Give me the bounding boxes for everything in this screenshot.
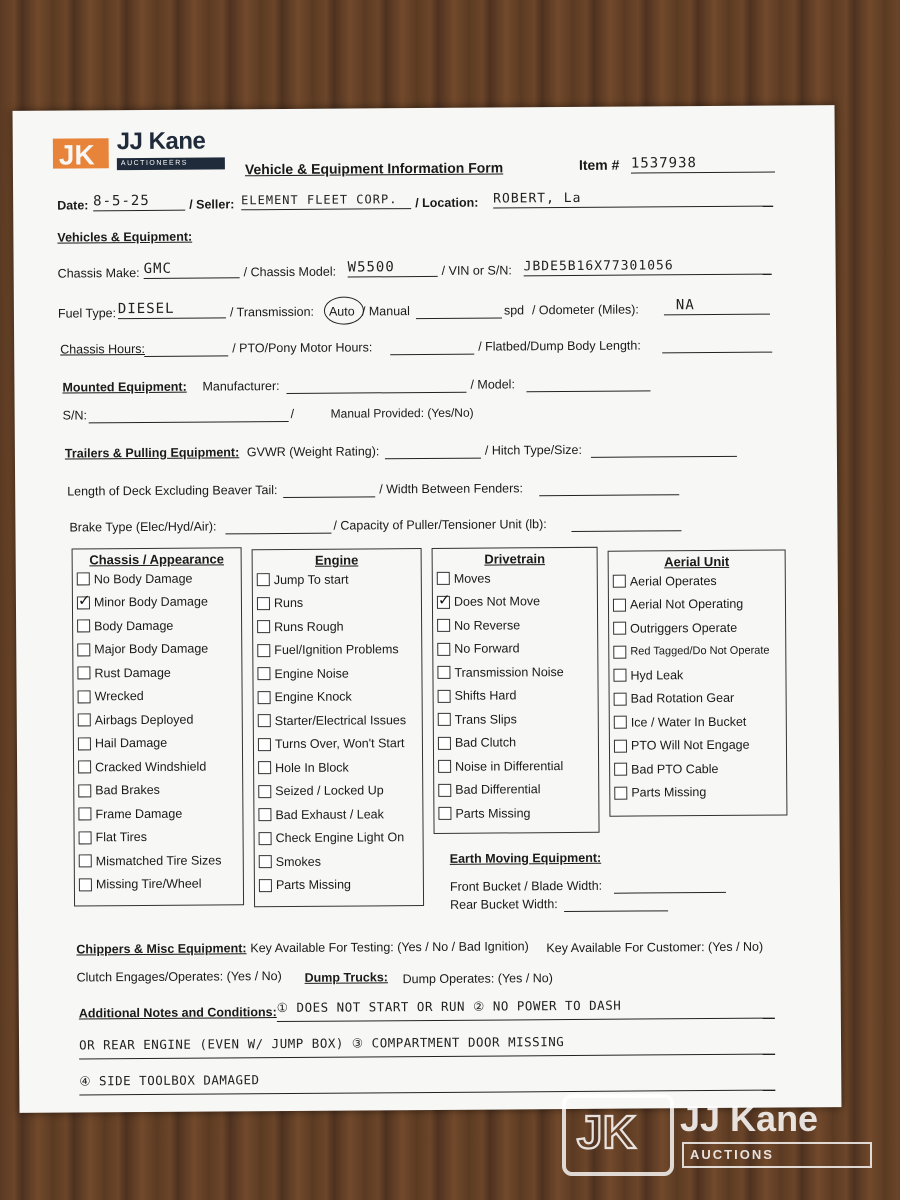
vin-value: JBDE5B16X77301056 — [523, 258, 674, 275]
checkbox-icon[interactable] — [78, 761, 91, 774]
drivetrain-item[interactable] — [434, 683, 598, 708]
brand-name: JJ Kane — [116, 127, 206, 156]
checkbox-icon[interactable] — [614, 763, 627, 776]
aerial-box — [608, 549, 788, 816]
drivetrain-item-label: No Forward — [454, 641, 520, 657]
manufacturer-label: Manufacturer: — [202, 379, 280, 394]
chassis-item-label: Cracked Windshield — [95, 759, 207, 775]
drivetrain-list — [433, 566, 599, 826]
checkbox-icon[interactable] — [77, 596, 90, 609]
manual-provided-label: Manual Provided: (Yes/No) — [330, 405, 474, 421]
checkbox-icon[interactable] — [437, 619, 450, 632]
checkbox-icon[interactable] — [78, 737, 91, 750]
chassis-item[interactable] — [73, 566, 241, 591]
transmission-label: / Transmission: — [229, 304, 315, 320]
engine-item-label: Check Engine Light On — [275, 830, 405, 846]
item-value: 1537938 — [630, 155, 697, 172]
drivetrain-item-label: Bad Clutch — [454, 735, 517, 751]
aerial-item-label: Bad PTO Cable — [631, 761, 719, 777]
drivetrain-item[interactable] — [434, 707, 598, 732]
notes-line-3[interactable] — [79, 1068, 775, 1096]
engine-item[interactable] — [255, 873, 423, 898]
date-label: Date: — [57, 198, 89, 213]
aerial-item-label: Red Tagged/Do Not Operate — [630, 644, 770, 658]
make-field[interactable] — [144, 259, 240, 279]
aerial-item[interactable] — [610, 756, 786, 781]
checkbox-icon[interactable] — [259, 832, 272, 845]
fenders-field[interactable] — [539, 480, 679, 496]
chassis-box — [72, 547, 244, 906]
chassis-item[interactable] — [74, 684, 242, 709]
deck-field[interactable] — [283, 482, 375, 498]
checkbox-icon[interactable] — [257, 573, 270, 586]
checkbox-icon[interactable] — [613, 598, 626, 611]
engine-item-label: Fuel/Ignition Problems — [274, 642, 399, 658]
hitch-label: / Hitch Type/Size: — [484, 442, 582, 458]
drivetrain-item-label: Parts Missing — [455, 806, 531, 821]
engine-item-label: Runs — [273, 596, 304, 611]
item-field[interactable] — [631, 154, 775, 174]
engine-item[interactable] — [253, 614, 421, 639]
aerial-item-label: Aerial Operates — [629, 573, 717, 589]
watermark-name: JJ Kane — [680, 1098, 819, 1139]
aerial-item[interactable] — [609, 569, 785, 594]
aerial-item[interactable] — [609, 662, 785, 687]
checkbox-icon[interactable] — [258, 785, 271, 798]
checkbox-icon[interactable] — [257, 597, 270, 610]
chassis-item-label: Flat Tires — [95, 830, 148, 845]
checkbox-icon[interactable] — [613, 622, 626, 635]
engine-item[interactable] — [254, 732, 422, 757]
drivetrain-item[interactable] — [433, 566, 597, 591]
chassis-item[interactable] — [74, 731, 242, 756]
drivetrain-item[interactable] — [434, 754, 598, 779]
trailers-heading: Trailers & Pulling Equipment: — [64, 445, 240, 461]
aerial-item-label: Parts Missing — [631, 785, 707, 800]
aerial-title: Aerial Unit — [664, 553, 730, 570]
flatbed-field[interactable] — [662, 338, 772, 354]
checkbox-icon[interactable] — [613, 645, 626, 658]
notes-heading: Additional Notes and Conditions: — [78, 1005, 277, 1021]
checkbox-icon[interactable] — [258, 691, 271, 704]
engine-item-label: Starter/Electrical Issues — [274, 712, 407, 728]
pto-field[interactable] — [390, 340, 474, 356]
checkbox-icon[interactable] — [77, 667, 90, 680]
chassis-item-label: Frame Damage — [95, 806, 183, 822]
spd-field[interactable] — [416, 303, 502, 319]
flatbed-label: / Flatbed/Dump Body Length: — [478, 338, 641, 354]
vin-label: / VIN or S/N: — [441, 263, 512, 278]
aerial-item-label: Hyd Leak — [630, 667, 684, 683]
brake-label: Brake Type (Elec/Hyd/Air): — [69, 519, 217, 535]
form-title: Vehicle & Equipment Information Form — [244, 159, 504, 178]
checkbox-icon[interactable] — [258, 808, 271, 821]
rear-bucket-label: Rear Bucket Width: — [450, 897, 558, 912]
location-field[interactable] — [493, 188, 773, 209]
auto-circle-mark — [324, 296, 364, 324]
chassis-title: Chassis / Appearance — [89, 551, 225, 568]
chassis-item-label: Wrecked — [94, 689, 144, 704]
auto-option[interactable]: Auto — [328, 304, 355, 319]
engine-box — [252, 548, 424, 907]
checkbox-icon[interactable] — [257, 667, 270, 680]
aerial-item[interactable] — [609, 639, 785, 664]
engine-list — [253, 567, 423, 897]
chassis-item-label: Major Body Damage — [94, 641, 209, 657]
watermark-sub: AUCTIONS — [682, 1142, 872, 1168]
sn-label: S/N: — [62, 408, 88, 423]
aerial-item[interactable] — [610, 733, 786, 758]
aerial-item-label: Outriggers Operate — [630, 620, 738, 636]
chassis-item-label: Body Damage — [94, 618, 174, 634]
vin-field[interactable] — [524, 256, 772, 277]
mounted-model-label: / Model: — [470, 377, 515, 392]
fuel-field[interactable] — [118, 299, 226, 319]
seller-value: ELEMENT FLEET CORP. — [241, 192, 398, 208]
checkbox-icon[interactable] — [258, 714, 271, 727]
chassis-item[interactable] — [74, 801, 242, 826]
aerial-item[interactable] — [609, 592, 785, 617]
chassis-item[interactable] — [75, 825, 243, 850]
drivetrain-item[interactable] — [434, 730, 598, 755]
checkbox-icon[interactable] — [257, 644, 270, 657]
manual-option[interactable]: / Manual — [361, 304, 410, 319]
jj-kane-logo-icon — [53, 132, 109, 170]
drivetrain-item-label: Noise in Differential — [455, 758, 564, 774]
key-testing-label: Key Available For Testing: (Yes / No / Bad Ignition) — [250, 939, 529, 956]
earth-heading: Earth Moving Equipment: — [449, 850, 602, 866]
aerial-list — [609, 569, 787, 805]
model-label: / Chassis Model: — [243, 264, 337, 280]
fuel-label: Fuel Type: — [57, 306, 117, 321]
date-value: 8-5-25 — [93, 192, 150, 210]
drivetrain-item[interactable] — [434, 777, 598, 802]
aerial-item-label: Ice / Water In Bucket — [630, 714, 747, 730]
odometer-label: / Odometer (Miles): — [531, 302, 639, 318]
chassis-item[interactable] — [75, 872, 243, 897]
date-field[interactable] — [93, 192, 185, 212]
sn-field[interactable] — [89, 407, 289, 423]
chassis-item-label: Bad Brakes — [95, 783, 160, 798]
brake-field[interactable] — [225, 519, 331, 535]
engine-item-label: Jump To start — [273, 572, 349, 587]
chassis-hours-field[interactable] — [144, 341, 228, 357]
checkbox-icon[interactable] — [78, 784, 91, 797]
drivetrain-item-label: Shifts Hard — [454, 688, 517, 704]
capacity-label: / Capacity of Puller/Tensioner Unit (lb): — [333, 517, 547, 533]
checkbox-icon[interactable] — [614, 786, 627, 799]
front-bucket-field[interactable] — [614, 878, 726, 894]
engine-item[interactable] — [254, 755, 422, 780]
checkbox-icon[interactable] — [78, 690, 91, 703]
checkbox-icon[interactable] — [77, 620, 90, 633]
checkbox-icon[interactable] — [77, 643, 90, 656]
deck-label: Length of Deck Excluding Beaver Tail: — [67, 483, 278, 499]
location-value: ROBERT, La — [493, 190, 582, 207]
checkbox-icon[interactable] — [258, 738, 271, 751]
drivetrain-item[interactable] — [433, 613, 597, 638]
aerial-item[interactable] — [610, 686, 786, 711]
checkbox-icon[interactable] — [257, 620, 270, 633]
engine-item[interactable] — [255, 849, 423, 874]
aerial-item[interactable] — [610, 709, 786, 734]
drivetrain-item-label: Moves — [453, 571, 491, 586]
chassis-item-label: Airbags Deployed — [94, 712, 194, 728]
aerial-item-label: Bad Rotation Gear — [630, 691, 735, 706]
engine-item[interactable] — [253, 661, 421, 686]
checkbox-icon[interactable] — [438, 760, 451, 773]
chassis-item-label: Rust Damage — [94, 665, 171, 681]
notes-line-3-text: ④ SIDE TOOLBOX DAMAGED — [79, 1072, 260, 1089]
checkbox-icon[interactable] — [77, 573, 90, 586]
checkbox-icon[interactable] — [614, 692, 627, 705]
checkbox-icon[interactable] — [78, 714, 91, 727]
checkbox-icon[interactable] — [438, 713, 451, 726]
svg-text:JK: JK — [576, 1105, 637, 1158]
chassis-item[interactable] — [74, 778, 242, 803]
drivetrain-item[interactable] — [433, 636, 597, 661]
engine-item[interactable] — [255, 826, 423, 851]
chassis-item-label: Mismatched Tire Sizes — [95, 853, 222, 869]
drivetrain-item-label: Transmission Noise — [454, 664, 564, 680]
checkbox-icon[interactable] — [437, 643, 450, 656]
drivetrain-item-label: Bad Differential — [455, 782, 541, 798]
drivetrain-title: Drivetrain — [484, 551, 546, 567]
checkbox-icon[interactable] — [79, 878, 92, 891]
capacity-field[interactable] — [571, 516, 681, 532]
chassis-list — [73, 566, 243, 896]
checkbox-icon[interactable] — [259, 879, 272, 892]
notes-line-2-text: OR REAR ENGINE (EVEN W/ JUMP BOX) ③ COMPARTMENT DOOR MISSING — [78, 1034, 565, 1053]
gvwr-label: GVWR (Weight Rating): — [246, 444, 380, 460]
engine-item[interactable] — [254, 685, 422, 710]
rear-bucket-field[interactable] — [564, 896, 668, 912]
chassis-item[interactable] — [74, 707, 242, 732]
checkbox-icon[interactable] — [614, 739, 627, 752]
engine-item-label: Seized / Locked Up — [275, 783, 384, 799]
brand-sub: AUCTIONEERS — [117, 157, 225, 170]
checkbox-icon[interactable] — [437, 666, 450, 679]
mounted-model-field[interactable] — [526, 376, 650, 392]
notes-line-2[interactable] — [79, 1032, 775, 1060]
location-label: / Location: — [415, 195, 479, 211]
aerial-item[interactable] — [610, 780, 786, 805]
chassis-item[interactable] — [73, 590, 241, 615]
make-label: Chassis Make: — [57, 265, 140, 281]
checkbox-icon[interactable] — [437, 572, 450, 585]
item-label: Item # — [578, 156, 620, 173]
aerial-item-label: Aerial Not Operating — [629, 597, 744, 612]
checkbox-icon[interactable] — [613, 669, 626, 682]
notes-line-1[interactable] — [277, 996, 775, 1022]
hitch-field[interactable] — [591, 442, 737, 458]
engine-item-label: Engine Noise — [274, 666, 349, 681]
engine-item-label: Engine Knock — [274, 689, 352, 705]
engine-item[interactable] — [254, 802, 422, 827]
checkbox-icon[interactable] — [258, 761, 271, 774]
engine-item[interactable] — [254, 779, 422, 804]
model-field[interactable] — [348, 258, 438, 278]
notes-line-1-text: ① DOES NOT START OR RUN ② NO POWER TO DASH — [276, 997, 622, 1016]
chassis-item[interactable] — [75, 848, 243, 873]
checkbox-icon[interactable] — [614, 716, 627, 729]
checkbox-icon[interactable] — [438, 807, 451, 820]
chassis-item[interactable] — [73, 660, 241, 685]
chassis-hours-label: Chassis Hours: — [60, 341, 145, 357]
manufacturer-field[interactable] — [286, 378, 466, 394]
engine-item-label: Turns Over, Won't Start — [274, 736, 405, 752]
chassis-item-label: No Body Damage — [93, 571, 193, 587]
chassis-item[interactable] — [73, 637, 241, 662]
chassis-item[interactable] — [73, 613, 241, 638]
checkbox-icon[interactable] — [259, 855, 272, 868]
chassis-item[interactable] — [74, 754, 242, 779]
dump-heading: Dump Trucks: — [304, 970, 388, 985]
drivetrain-box — [432, 547, 600, 834]
mounted-heading: Mounted Equipment: — [62, 379, 187, 395]
spd-label: spd — [503, 303, 525, 318]
fenders-label: / Width Between Fenders: — [379, 481, 524, 497]
chassis-item-label: Missing Tire/Wheel — [95, 876, 202, 892]
engine-item[interactable] — [253, 591, 421, 616]
checkbox-icon[interactable] — [79, 855, 92, 868]
seller-label: / Seller: — [189, 197, 235, 212]
drivetrain-item-label: Does Not Move — [453, 594, 541, 610]
drivetrain-item[interactable] — [433, 660, 597, 685]
engine-item-label: Smokes — [275, 854, 321, 869]
engine-title: Engine — [314, 552, 359, 568]
engine-item-label: Hole In Block — [275, 760, 349, 775]
clutch-label: Clutch Engages/Operates: (Yes / No) — [76, 969, 282, 985]
make-value: GMC — [143, 260, 172, 277]
checkbox-icon[interactable] — [438, 690, 451, 703]
chippers-heading: Chippers & Misc Equipment: — [76, 941, 247, 957]
drivetrain-item[interactable] — [433, 589, 597, 614]
chassis-item-label: Hail Damage — [94, 736, 168, 751]
model-value: W5500 — [347, 259, 395, 276]
gvwr-field[interactable] — [385, 444, 481, 460]
drivetrain-item-label: Trans Slips — [454, 712, 517, 727]
pto-label: / PTO/Pony Motor Hours: — [232, 340, 373, 356]
drivetrain-item-label: No Reverse — [454, 618, 521, 633]
checkbox-icon[interactable] — [78, 808, 91, 821]
checkbox-icon[interactable] — [438, 784, 451, 797]
engine-item[interactable] — [254, 708, 422, 733]
drivetrain-item[interactable] — [434, 801, 598, 826]
seller-field[interactable] — [241, 190, 411, 210]
form-paper: JK JJ Kane AUCTIONEERS Vehicle & Equipment Information Form Item # 1537938 Date: 8-5-25 / Seller: ELEMENT FLEET CORP. / Location: ROBERT, La Vehicles & Equipment: Chassis Make: GMC / Chassis Model: W5500 / VIN or S/N: JBDE5B16X77301056 Fuel Type: DIESEL / Transmission: Auto / Manual spd / Odometer (Miles): NA Chassis Hours: / PTO/Pony Motor Hours: / Flatbed/Dump Body Length: Mounted Equipment: Manufacturer: / Model: S/N: / Manual Provided: (Yes/No) Trailers & Pulling Equipment: GVWR (Weight Rating): / Hitch Type/Size: Length of Deck Excluding Beaver Tail: / Width Between Fenders: Brake Type (Elec/Hyd/Air): / Capacity of Puller/Tensioner Unit (lb): Chassis / Appearance No Body Damage ✓ Minor Body Damage Body Damage Major Body Damage Rust Damage Wrecked Airbags Deployed Hail Damage Cracked Windshield Bad Brakes Frame Damage Flat Tires Mismatched Tire Sizes Missing Tire/Wheel Engine Jump To start Runs Runs Rough Fuel/Ignition Problems Engine Noise Engine Knock Starter/Electrical Issues Turns Over, Won't Start Hole In Block Seized / Locked Up Bad Exhaust / Leak Check Engine Light On Smokes Parts Missing Drivetrain Moves ✓ Does Not Move No Reverse No Forward Transmission Noise Shifts Hard Trans Slips Bad Clutch Noise in Differential Bad Differential Parts Missing Aerial Unit Aerial Operates Aerial Not Operating Outriggers Operate Red Tagged/Do Not Operate Hyd Leak Bad Rotation Gear Ice / Water In Bucket PTO Will Not Engage Bad PTO Cable Parts Missing Earth Moving Equipment: Front Bucket / Blade Width: Rear Bucket Width: Chippers & Misc Equipment: Key Available For Testing: (Yes / No / Bad Ignition) Key Available For Customer: (Yes / No) Clutch Engages/Operates: (Yes / No) Dump Trucks: Dump Operates: (Yes / No) Additional Notes and Conditions: ① DOES NOT START OR RUN ② NO POWER TO DASH OR REAR ENGINE (EVEN W/ JUMP BOX) ③ COMPARTMENT DOOR MISSING ④ SIDE TOOLBOX DAMAGED — [13, 105, 842, 1113]
fuel-value: DIESEL — [117, 300, 175, 318]
checkbox-icon[interactable] — [79, 831, 92, 844]
engine-item-label: Runs Rough — [274, 619, 344, 634]
engine-item[interactable] — [253, 638, 421, 663]
checkbox-icon[interactable] — [613, 575, 626, 588]
odometer-value: NA — [675, 297, 695, 314]
aerial-item[interactable] — [609, 616, 785, 641]
key-customer-label: Key Available For Customer: (Yes / No) — [546, 939, 764, 956]
odometer-field[interactable] — [664, 296, 770, 316]
vehicles-heading: Vehicles & Equipment: — [57, 229, 193, 245]
svg-text:JK: JK — [58, 139, 95, 171]
chassis-item-label: Minor Body Damage — [93, 594, 208, 610]
engine-item[interactable] — [253, 567, 421, 592]
checkbox-icon[interactable] — [437, 596, 450, 609]
dump-operates-label: Dump Operates: (Yes / No) — [402, 971, 553, 987]
watermark-logo-icon — [562, 1094, 674, 1176]
front-bucket-label: Front Bucket / Blade Width: — [449, 878, 603, 894]
engine-item-label: Parts Missing — [275, 877, 352, 893]
checkbox-icon[interactable] — [438, 737, 451, 750]
aerial-item-label: PTO Will Not Engage — [630, 738, 750, 753]
engine-item-label: Bad Exhaust / Leak — [275, 807, 384, 822]
